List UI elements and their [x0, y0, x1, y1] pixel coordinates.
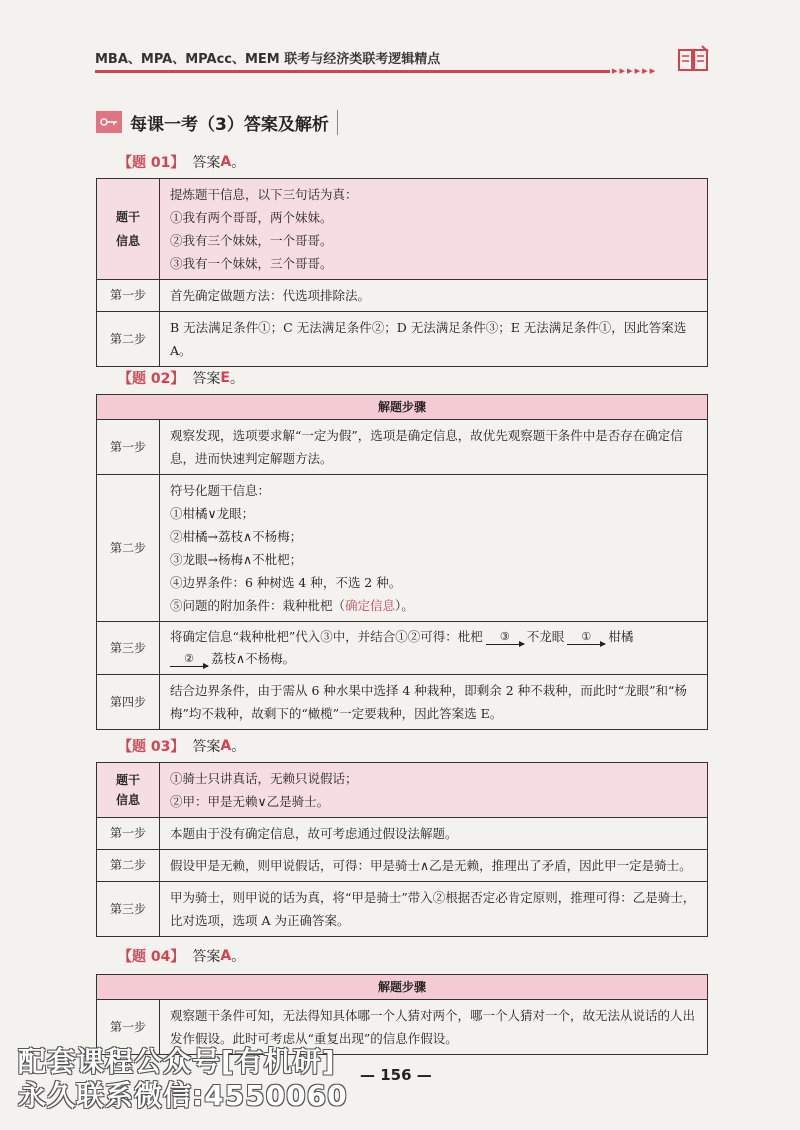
answer-value: A	[220, 738, 232, 754]
answer-value: E	[220, 370, 230, 386]
answer-label: 答案	[192, 949, 221, 965]
question-tag: 【题 04】	[118, 949, 185, 965]
info-line: ③我有一个妹妹，三个哥哥。	[170, 256, 333, 271]
solution-table-02	[96, 394, 708, 730]
answer-value: A	[220, 154, 232, 170]
highlight-text: 确定信息	[345, 598, 396, 613]
table-row	[97, 818, 708, 850]
table-row	[97, 622, 708, 675]
table-row	[97, 179, 708, 280]
row-content	[160, 179, 708, 280]
row-content	[160, 475, 708, 622]
symbol-line: ⑤问题的附加条件：栽种枇杷（确定信息）。	[170, 598, 414, 613]
key-icon	[96, 111, 122, 133]
solution-table-03	[96, 762, 708, 937]
row-label: 第二步	[97, 475, 160, 622]
table-row	[97, 475, 708, 622]
row-content: 本题由于没有确定信息，故可考虑通过假设法解题。	[160, 818, 708, 850]
watermark-line-2: 永久联系微信:4550060	[18, 1079, 348, 1112]
row-label: 第二步	[97, 312, 160, 367]
answer-suffix: 。	[231, 949, 246, 965]
question-tag: 【题 01】	[118, 155, 185, 171]
symbol-line: ④边界条件：6 种树选 4 种，不选 2 种。	[170, 575, 402, 590]
symbol-line: ②柑橘→荔枝∧不杨梅；	[170, 529, 303, 544]
row-content: 首先确定做题方法：代选项排除法。	[160, 280, 708, 312]
row-label: 第二步	[97, 850, 160, 882]
symbol-line: 符号化题干信息：	[170, 483, 271, 498]
row-content	[160, 763, 708, 818]
solution-table-01	[96, 178, 708, 367]
row-content: 观察发现，选项要求解“一定为假”，选项是确定信息，故优先观察题干条件中是否存在确定信息，进而快速判定解题方法。	[160, 420, 708, 475]
row-label: 第四步	[97, 675, 160, 730]
symbol-line: ③龙眼→杨梅∧不枇杷；	[170, 552, 303, 567]
info-line: ②我有三个妹妹，一个哥哥。	[170, 233, 333, 248]
page-number: — 156 —	[360, 1066, 432, 1084]
table-row	[97, 312, 708, 367]
info-line: 提炼题干信息，以下三句话为真：	[170, 187, 358, 202]
info-line: ①骑士只讲真话，无赖只说假话；	[170, 771, 358, 786]
table-row	[97, 850, 708, 882]
question-answer-01	[118, 152, 245, 172]
answer-label: 答案	[192, 371, 221, 387]
question-answer-03	[118, 736, 245, 756]
running-header: MBA、MPA、MPAcc、MEM 联考与经济类联考逻辑精点	[95, 52, 441, 67]
book-icon	[676, 44, 710, 76]
header-rule	[95, 70, 610, 73]
row-content: 将确定信息“栽种枇杷”代入③中，并结合①②可得：枇杷 ③ 不龙眼 ① 柑橘 ② 荔枝∧不杨梅。	[160, 622, 708, 675]
question-tag: 【题 03】	[118, 739, 185, 755]
symbol-line: ①柑橘∨龙眼；	[170, 506, 255, 521]
row-content: 结合边界条件，由于需从 6 种水果中选择 4 种栽种，即剩余 2 种不栽种，而此时“龙眼”和“杨梅”均不栽种，故剩下的“橄榄”一定要栽种，因此答案选 E。	[160, 675, 708, 730]
arrow-icon: ③	[486, 631, 524, 645]
row-content: 甲为骑士，则甲说的话为真，将“甲是骑士”带入②根据否定必肯定原则，推理可得：乙是骑士，比对选项，选项 A 为正确答案。	[160, 882, 708, 937]
answer-label: 答案	[192, 155, 221, 171]
row-label: 第一步	[97, 420, 160, 475]
answer-suffix: 。	[229, 371, 244, 387]
row-label: 第一步	[97, 1000, 160, 1055]
row-content: 观察题干条件可知，无法得知具体哪一个人猜对两个，哪一个人猜对一个，故无法从说话的人出发作假设。此时可考虑从“重复出现”的信息作假设。	[160, 1000, 708, 1055]
answer-suffix: 。	[231, 155, 246, 171]
row-content: 假设甲是无赖，则甲说假话，可得：甲是骑士∧乙是无赖，推理出了矛盾，因此甲一定是骑士。	[160, 850, 708, 882]
answer-label: 答案	[192, 739, 221, 755]
question-tag: 【题 02】	[118, 371, 185, 387]
row-label: 第一步	[97, 280, 160, 312]
table-head-row	[97, 395, 708, 420]
row-label: 第三步	[97, 622, 160, 675]
section-title	[96, 108, 338, 136]
row-content: B 无法满足条件①；C 无法满足条件②；D 无法满足条件③；E 无法满足条件①，因此答案选 A。	[160, 312, 708, 367]
row-label: 题干信息	[97, 763, 160, 818]
question-answer-02	[118, 368, 244, 388]
table-heading: 解题步骤	[97, 975, 708, 1000]
table-row	[97, 675, 708, 730]
table-row	[97, 420, 708, 475]
row-label: 第三步	[97, 882, 160, 937]
table-row	[97, 882, 708, 937]
watermark-line-1: 配套课程公众号[有机研]	[18, 1045, 336, 1078]
answer-value: A	[220, 948, 232, 964]
answer-suffix: 。	[231, 739, 246, 755]
table-row	[97, 280, 708, 312]
row-label: 第一步	[97, 818, 160, 850]
arrow-icon: ①	[567, 631, 605, 645]
table-head-row	[97, 975, 708, 1000]
table-heading: 解题步骤	[97, 395, 708, 420]
arrow-icon: ②	[170, 653, 208, 667]
question-answer-04	[118, 946, 245, 966]
header-dots: ▸▸▸▸▸▸	[612, 64, 658, 77]
row-label: 题干信息	[97, 179, 160, 280]
section-title-text: 每课一考（3）答案及解析	[130, 110, 338, 135]
table-row	[97, 763, 708, 818]
info-line: ②甲：甲是无赖∨乙是骑士。	[170, 794, 330, 809]
info-line: ①我有两个哥哥，两个妹妹。	[170, 210, 333, 225]
